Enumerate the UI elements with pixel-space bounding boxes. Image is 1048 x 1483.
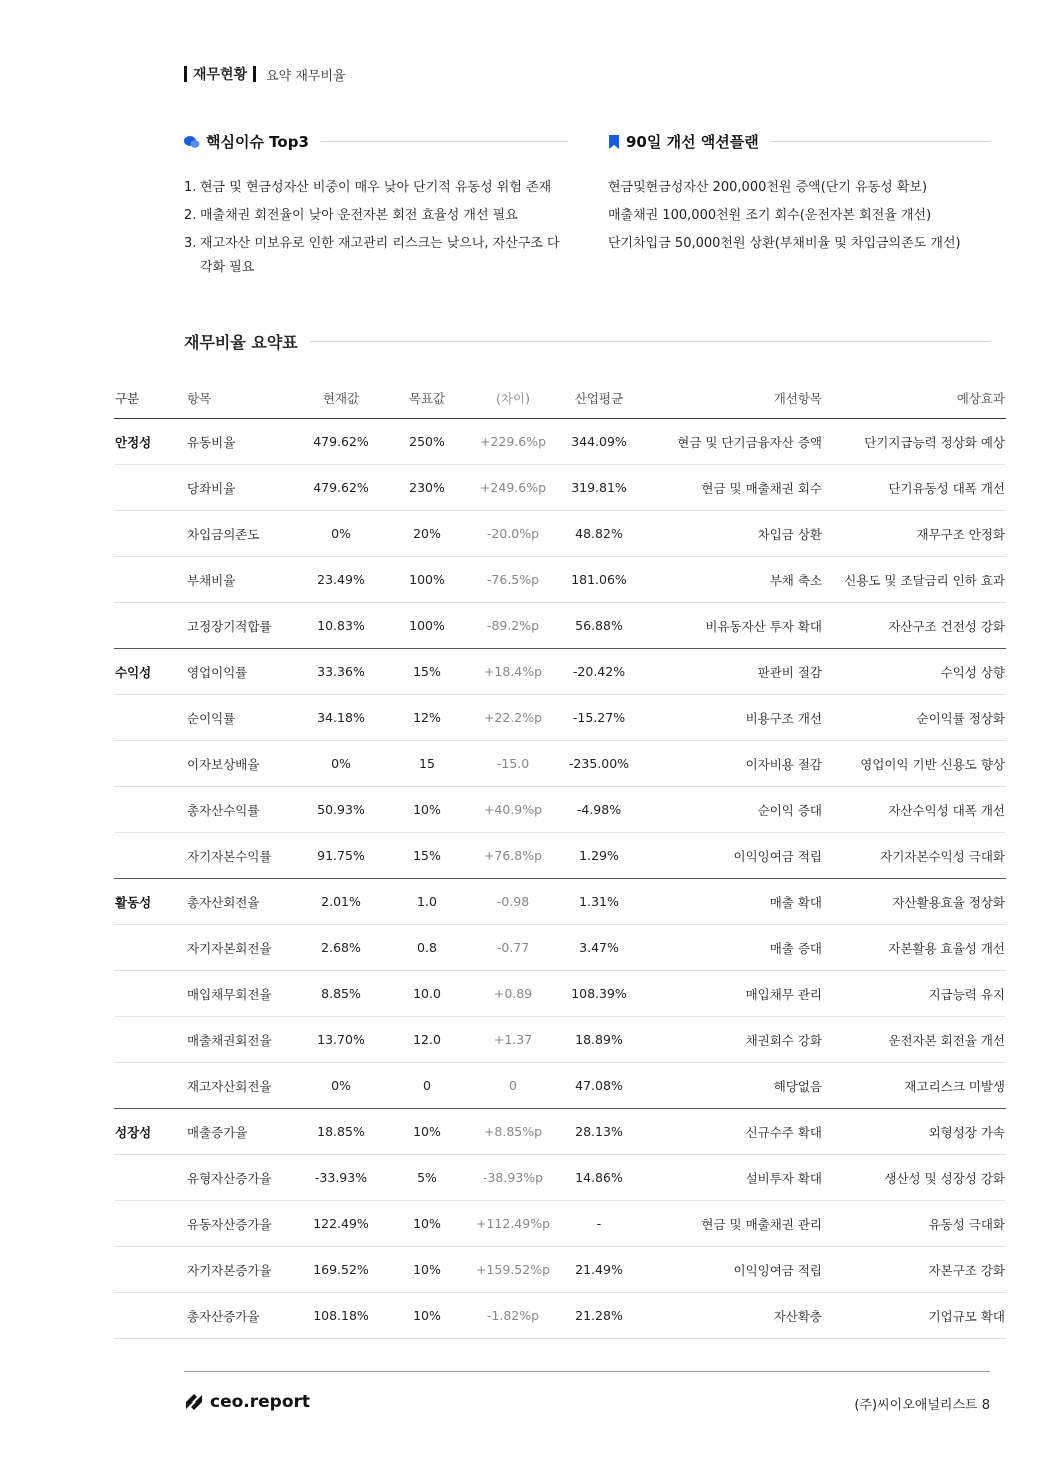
cell-category: 안정성: [114, 419, 186, 465]
item-number: 3.: [184, 236, 197, 251]
item-text: 현금 및 현금성자산 비중이 매우 낮아 단기적 유동성 위험 존재: [200, 180, 552, 195]
cell-improvement: 비유동자산 투자 확대: [644, 603, 823, 649]
plan-title: 90일 개선 액션플랜: [626, 133, 759, 151]
cell-effect: 자기자본수익성 극대화: [823, 833, 1006, 879]
cell-diff: -38.93%p: [472, 1155, 554, 1201]
cell-improvement: 순이익 증대: [644, 787, 823, 833]
cell-category: [114, 557, 186, 603]
cell-improvement: 이익잉여금 적립: [644, 833, 823, 879]
cell-improvement: 차입금 상환: [644, 511, 823, 557]
cell-category: [114, 971, 186, 1017]
cell-improvement: 자산확충: [644, 1293, 823, 1339]
issues-title: 핵심이슈 Top3: [206, 133, 309, 151]
summary-heading: [184, 330, 990, 353]
cell-industry: 47.08%: [554, 1063, 644, 1109]
cell-item: 자기자본수익률: [186, 833, 300, 879]
cell-target: 15%: [382, 649, 472, 695]
cell-item: 유동자산증가율: [186, 1201, 300, 1247]
issues-heading: [184, 131, 568, 152]
cell-current: 50.93%: [300, 787, 382, 833]
cell-industry: -15.27%: [554, 695, 644, 741]
cell-diff: +159.52%p: [472, 1247, 554, 1293]
cell-category: [114, 1201, 186, 1247]
cell-industry: 108.39%: [554, 971, 644, 1017]
cell-target: 5%: [382, 1155, 472, 1201]
item-text: 매출채권 회전율이 낮아 운전자본 회전 효율성 개선 필요: [200, 208, 518, 223]
footer-divider: [184, 1371, 990, 1372]
summary-title: 재무비율 요약표: [184, 333, 298, 352]
cell-industry: 319.81%: [554, 465, 644, 511]
page-header: [184, 64, 346, 84]
table-row: [114, 925, 1006, 971]
cell-industry: 14.86%: [554, 1155, 644, 1201]
table-header-row: [114, 378, 1006, 419]
table-row: [114, 649, 1006, 695]
cell-current: 34.18%: [300, 695, 382, 741]
cell-effect: 자본구조 강화: [823, 1247, 1006, 1293]
cell-industry: -4.98%: [554, 787, 644, 833]
cell-item: 영업이익률: [186, 649, 300, 695]
cell-item: 자기자본회전율: [186, 925, 300, 971]
cell-current: 0%: [300, 1063, 382, 1109]
list-item: [184, 176, 564, 200]
cell-current: 10.83%: [300, 603, 382, 649]
cell-current: 23.49%: [300, 557, 382, 603]
cell-improvement: 신규수주 확대: [644, 1109, 823, 1155]
cell-target: 230%: [382, 465, 472, 511]
cell-item: 매입채무회전율: [186, 971, 300, 1017]
table-row: [114, 1063, 1006, 1109]
cell-industry: 21.28%: [554, 1293, 644, 1339]
company-name: (주)씨이오애널리스트: [854, 1398, 978, 1413]
cell-effect: 운전자본 회전율 개선: [823, 1017, 1006, 1063]
cell-category: [114, 511, 186, 557]
table-row: [114, 1247, 1006, 1293]
cell-target: 20%: [382, 511, 472, 557]
cell-item: 이자보상배율: [186, 741, 300, 787]
col-header-current: 현재값: [300, 378, 382, 419]
cell-target: 10%: [382, 1109, 472, 1155]
cell-current: 479.62%: [300, 465, 382, 511]
cell-target: 10%: [382, 1293, 472, 1339]
cell-diff: -20.0%p: [472, 511, 554, 557]
cell-current: 2.01%: [300, 879, 382, 925]
cell-diff: -15.0: [472, 741, 554, 787]
cell-target: 12%: [382, 695, 472, 741]
cell-category: 수익성: [114, 649, 186, 695]
cell-target: 10.0: [382, 971, 472, 1017]
plan-list: [608, 176, 990, 260]
table-row: [114, 879, 1006, 925]
cell-industry: -235.00%: [554, 741, 644, 787]
cell-category: [114, 603, 186, 649]
chat-bubbles-icon: [184, 135, 200, 149]
table-row: [114, 511, 1006, 557]
cell-current: 0%: [300, 741, 382, 787]
cell-target: 250%: [382, 419, 472, 465]
cell-effect: 생산성 및 성장성 강화: [823, 1155, 1006, 1201]
cell-current: 479.62%: [300, 419, 382, 465]
cell-current: 169.52%: [300, 1247, 382, 1293]
cell-effect: 기업규모 확대: [823, 1293, 1006, 1339]
cell-target: 12.0: [382, 1017, 472, 1063]
cell-diff: +22.2%p: [472, 695, 554, 741]
cell-improvement: 매출 증대: [644, 925, 823, 971]
cell-industry: 18.89%: [554, 1017, 644, 1063]
cell-item: 자기자본증가율: [186, 1247, 300, 1293]
cell-target: 0: [382, 1063, 472, 1109]
cell-diff: +229.6%p: [472, 419, 554, 465]
cell-effect: 자본활용 효율성 개선: [823, 925, 1006, 971]
cell-current: 91.75%: [300, 833, 382, 879]
cell-category: [114, 741, 186, 787]
cell-improvement: 비용구조 개선: [644, 695, 823, 741]
list-item: [184, 232, 564, 280]
cell-diff: -76.5%p: [472, 557, 554, 603]
cell-diff: +18.4%p: [472, 649, 554, 695]
col-header-target: 목표값: [382, 378, 472, 419]
cell-target: 100%: [382, 557, 472, 603]
cell-effect: 외형성장 가속: [823, 1109, 1006, 1155]
cell-effect: 재고리스크 미발생: [823, 1063, 1006, 1109]
item-number: 1.: [184, 180, 197, 195]
cell-item: 매출채권회전율: [186, 1017, 300, 1063]
cell-effect: 수익성 상향: [823, 649, 1006, 695]
cell-industry: -: [554, 1201, 644, 1247]
cell-diff: +8.85%p: [472, 1109, 554, 1155]
cell-target: 15%: [382, 833, 472, 879]
cell-effect: 자산수익성 대폭 개선: [823, 787, 1006, 833]
cell-diff: -0.98: [472, 879, 554, 925]
cell-category: [114, 1247, 186, 1293]
list-item: 단기차입금 50,000천원 상환(부채비율 및 차입금의존도 개선): [608, 236, 961, 251]
cell-item: 차입금의존도: [186, 511, 300, 557]
cell-category: 성장성: [114, 1109, 186, 1155]
cell-current: 33.36%: [300, 649, 382, 695]
cell-item: 총자산수익률: [186, 787, 300, 833]
cell-effect: 지급능력 유지: [823, 971, 1006, 1017]
item-number: 2.: [184, 208, 197, 223]
plan-divider: [771, 141, 990, 142]
col-header-industry: 산업평균: [554, 378, 644, 419]
cell-diff: +249.6%p: [472, 465, 554, 511]
cell-item: 당좌비율: [186, 465, 300, 511]
cell-effect: 순이익률 정상화: [823, 695, 1006, 741]
cell-target: 10%: [382, 787, 472, 833]
item-text: 재고자산 미보유로 인한 재고관리 리스크는 낮으나, 자산구조 다각화 필요: [200, 236, 560, 275]
cell-item: 부채비율: [186, 557, 300, 603]
table-row: [114, 971, 1006, 1017]
table-row: [114, 741, 1006, 787]
cell-category: [114, 833, 186, 879]
cell-improvement: 설비투자 확대: [644, 1155, 823, 1201]
col-header-effect: 예상효과: [823, 378, 1006, 419]
cell-industry: 21.49%: [554, 1247, 644, 1293]
cell-effect: 자산활용효율 정상화: [823, 879, 1006, 925]
cell-item: 매출증가율: [186, 1109, 300, 1155]
cell-industry: 28.13%: [554, 1109, 644, 1155]
cell-category: [114, 465, 186, 511]
cell-improvement: 이익잉여금 적립: [644, 1247, 823, 1293]
cell-item: 총자산회전율: [186, 879, 300, 925]
cell-diff: 0: [472, 1063, 554, 1109]
issues-list: [184, 176, 564, 284]
cell-effect: 영업이익 기반 신용도 향상: [823, 741, 1006, 787]
summary-divider: [310, 341, 990, 342]
cell-improvement: 판관비 절감: [644, 649, 823, 695]
table-row: [114, 1201, 1006, 1247]
cell-current: 8.85%: [300, 971, 382, 1017]
cell-category: [114, 695, 186, 741]
cell-industry: -20.42%: [554, 649, 644, 695]
table-row: [114, 1293, 1006, 1339]
cell-industry: 181.06%: [554, 557, 644, 603]
cell-target: 1.0: [382, 879, 472, 925]
cell-effect: 재무구조 안정화: [823, 511, 1006, 557]
ceo-report-logo-icon: [184, 1392, 204, 1412]
cell-improvement: 현금 및 매출채권 관리: [644, 1201, 823, 1247]
cell-category: [114, 925, 186, 971]
cell-industry: 1.29%: [554, 833, 644, 879]
cell-effect: 자산구조 건전성 강화: [823, 603, 1006, 649]
cell-improvement: 이자비용 절감: [644, 741, 823, 787]
cell-item: 유동비율: [186, 419, 300, 465]
table-row: [114, 603, 1006, 649]
cell-diff: -1.82%p: [472, 1293, 554, 1339]
bookmark-icon: [608, 135, 620, 149]
cell-diff: +1.37: [472, 1017, 554, 1063]
cell-item: 유형자산증가율: [186, 1155, 300, 1201]
cell-industry: 56.88%: [554, 603, 644, 649]
cell-category: [114, 1155, 186, 1201]
cell-category: [114, 1293, 186, 1339]
cell-effect: 신용도 및 조달금리 인하 효과: [823, 557, 1006, 603]
table-row: [114, 833, 1006, 879]
cell-improvement: 해당없음: [644, 1063, 823, 1109]
cell-category: [114, 787, 186, 833]
cell-improvement: 부채 축소: [644, 557, 823, 603]
section-title: 재무현황: [193, 67, 248, 83]
cell-current: 122.49%: [300, 1201, 382, 1247]
section-subtitle: 요약 재무비율: [266, 68, 346, 84]
table-row: [114, 419, 1006, 465]
cell-category: [114, 1017, 186, 1063]
cell-effect: 유동성 극대화: [823, 1201, 1006, 1247]
cell-item: 순이익률: [186, 695, 300, 741]
cell-effect: 단기지급능력 정상화 예상: [823, 419, 1006, 465]
list-item: 매출채권 100,000천원 조기 회수(운전자본 회전율 개선): [608, 208, 932, 223]
cell-current: -33.93%: [300, 1155, 382, 1201]
table-row: [114, 557, 1006, 603]
cell-industry: 3.47%: [554, 925, 644, 971]
col-header-improvement: 개선항목: [644, 378, 823, 419]
cell-improvement: 현금 및 단기금융자산 증액: [644, 419, 823, 465]
cell-target: 10%: [382, 1247, 472, 1293]
table-row: [114, 1109, 1006, 1155]
table-row: [114, 1017, 1006, 1063]
cell-improvement: 매입채무 관리: [644, 971, 823, 1017]
ratio-table: [114, 378, 1006, 1339]
cell-current: 108.18%: [300, 1293, 382, 1339]
cell-target: 10%: [382, 1201, 472, 1247]
plan-heading: [608, 131, 990, 152]
cell-diff: +0.89: [472, 971, 554, 1017]
cell-diff: -89.2%p: [472, 603, 554, 649]
cell-target: 0.8: [382, 925, 472, 971]
cell-category: [114, 1063, 186, 1109]
footer-logo: [184, 1392, 310, 1412]
header-bar-right: [253, 66, 256, 82]
cell-item: 재고자산회전율: [186, 1063, 300, 1109]
cell-category: 활동성: [114, 879, 186, 925]
cell-industry: 344.09%: [554, 419, 644, 465]
logo-text: ceo.report: [210, 1392, 311, 1412]
list-item: 현금및현금성자산 200,000천원 증액(단기 유동성 확보): [608, 180, 928, 195]
cell-target: 15: [382, 741, 472, 787]
cell-diff: +40.9%p: [472, 787, 554, 833]
table-row: [114, 787, 1006, 833]
cell-improvement: 채권회수 강화: [644, 1017, 823, 1063]
cell-current: 18.85%: [300, 1109, 382, 1155]
cell-improvement: 현금 및 매출채권 회수: [644, 465, 823, 511]
cell-current: 0%: [300, 511, 382, 557]
cell-target: 100%: [382, 603, 472, 649]
cell-current: 2.68%: [300, 925, 382, 971]
col-header-cat: 구분: [114, 378, 186, 419]
issues-divider: [321, 141, 568, 142]
cell-industry: 48.82%: [554, 511, 644, 557]
cell-diff: -0.77: [472, 925, 554, 971]
cell-effect: 단기유동성 대폭 개선: [823, 465, 1006, 511]
list-item: [184, 204, 564, 228]
cell-diff: +76.8%p: [472, 833, 554, 879]
cell-industry: 1.31%: [554, 879, 644, 925]
cell-diff: +112.49%p: [472, 1201, 554, 1247]
page-footer-info: [854, 1394, 990, 1413]
col-header-diff: (차이): [472, 378, 554, 419]
header-bar-left: [184, 66, 187, 82]
col-header-item: 항목: [186, 378, 300, 419]
page-number: 8: [981, 1398, 990, 1413]
cell-current: 13.70%: [300, 1017, 382, 1063]
table-row: [114, 465, 1006, 511]
cell-improvement: 매출 확대: [644, 879, 823, 925]
cell-item: 총자산증가율: [186, 1293, 300, 1339]
cell-item: 고정장기적합률: [186, 603, 300, 649]
table-row: [114, 1155, 1006, 1201]
table-row: [114, 695, 1006, 741]
